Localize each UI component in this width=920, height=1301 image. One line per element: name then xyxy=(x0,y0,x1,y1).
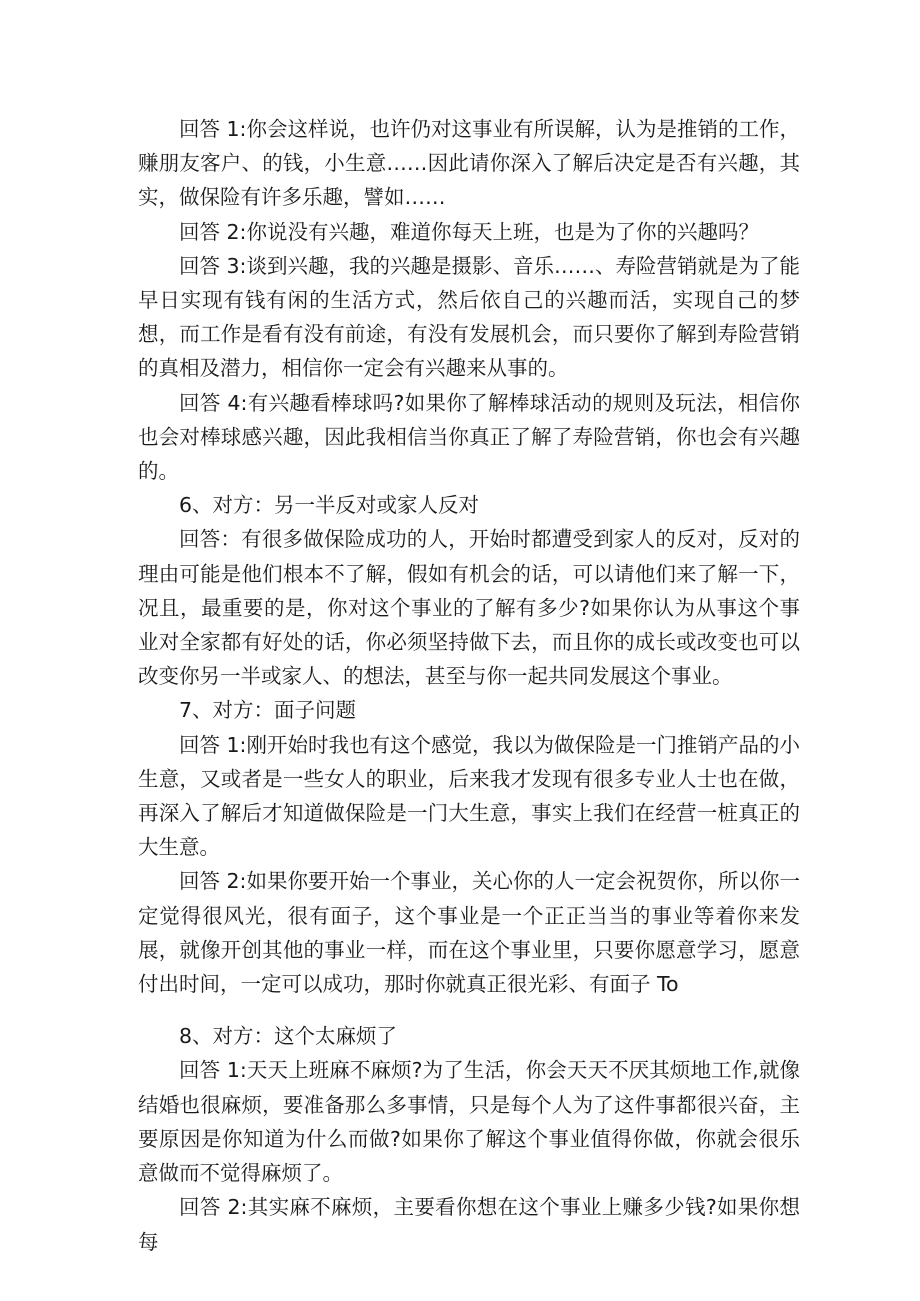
answer-1-paragraph: 回答 1:你会这样说，也许仍对这事业有所误解，认为是推销的工作，赚朋友客户、的钱，小生意……因此请你深入了解后决定是否有兴趣，其实，做保险有许多乐趣，譬如…… xyxy=(138,117,800,210)
section-7-answer-1-paragraph: 回答 1:刚开始时我也有这个感觉，我以为做保险是一门推销产品的小生意，又或者是一些女人的职业，后来我才发现有很多专业人士也在做，再深入了解后才知道做保险是一门大生意，事实上我们在经营一桩真正的大生意。 xyxy=(138,732,800,860)
section-8-heading: 8、对方：这个太麻烦了 xyxy=(179,1024,398,1049)
section-7-heading: 7、对方：面子问题 xyxy=(179,698,357,723)
answer-4-paragraph: 回答 4:有兴趣看棒球吗?如果你了解棒球活动的规则及玩法，相信你也会对棒球感兴趣，因此我相信当你真正了解了寿险营销，你也会有兴趣的。 xyxy=(138,390,800,484)
section-8-answer-2-paragraph: 回答 2:其实麻不麻烦，主要看你想在这个事业上赚多少钱?如果你想每 xyxy=(138,1195,800,1254)
section-6-heading: 6、对方：另一半反对或家人反对 xyxy=(179,493,480,518)
section-7-answer-2-paragraph: 回答 2:如果你要开始一个事业，关心你的人一定会祝贺你，所以你一定觉得很风光，很有面子，这个事业是一个正正当当的事业等着你来发展，就像开创其他的事业一样，而在这个事业里，只要你愿意学习，愿意付出时间，一定可以成功，那时你就真正很光彩、有面子 To xyxy=(138,869,800,997)
answer-3-paragraph: 回答 3:谈到兴趣，我的兴趣是摄影、音乐……、寿险营销就是为了能早日实现有钱有闲的生活方式，然后依自己的兴趣而活，实现自己的梦想，而工作是看有没有前途，有没有发展机会，而只要你了解到寿险营销的真相及潜力，相信你一定会有兴趣来从事的。 xyxy=(138,253,800,381)
document-body xyxy=(138,112,800,1259)
section-8-answer-1-paragraph: 回答 1:天天上班麻不麻烦?为了生活，你会天天不厌其烦地工作,就像结婚也很麻烦，要准备那么多事情，只是每个人为了这件事都很兴奋，主要原因是你知道为什么而做?如果你了解这个事业值得你做，你就会很乐意做而不觉得麻烦了。 xyxy=(138,1058,800,1186)
section-6-answer-paragraph: 回答：有很多做保险成功的人，开始时都遭受到家人的反对，反对的理由可能是他们根本不了解，假如有机会的话，可以请他们来了解一下，况且，最重要的是，你对这个事业的了解有多少?如果你认为从事这个事业对全家都有好处的话，你必须坚持做下去，而且你的成长或改变也可以改变你另一半或家人、的想法，甚至与你一起共同发展这个事业。 xyxy=(138,527,800,689)
answer-2-paragraph: 回答 2:你说没有兴趣，难道你每天上班，也是为了你的兴趣吗？ xyxy=(179,219,759,244)
